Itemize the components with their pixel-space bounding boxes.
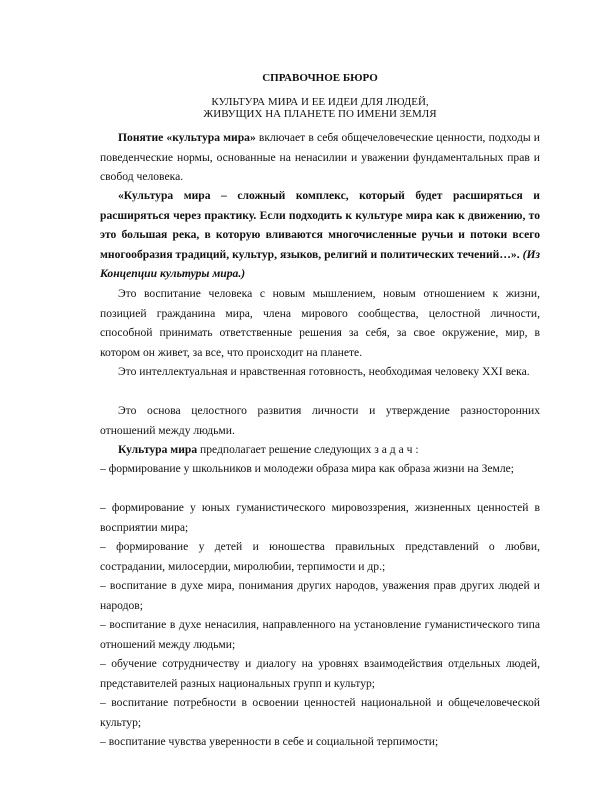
paragraph-readiness: Это интеллектуальная и нравственная готовность, необходимая человеку XXI века. [118, 365, 530, 378]
task-item: – воспитание в духе ненасилия, направленного на установление гуманистического типа отношений между людьми; [100, 618, 540, 651]
title-line-2: ЖИВУЩИХ НА ПЛАНЕТЕ ПО ИМЕНИ ЗЕМЛЯ [203, 108, 437, 120]
paragraph-upbringing: Это воспитание человека с новым мышлением, новым отношением к жизни, позицией гражданина мира, члена мирового сообщества, целостной личности, способной принимать ответственные решения за себя, за свое окружение, мир, в котором он живет, за все, что происходит на планете. [100, 287, 540, 359]
tasks-intro [100, 440, 540, 460]
quote-text: «Культура мира – сложный комплекс, который будет расширяться и расширяться через практику. Если подходить к культуре мира как к движению, то это большая река, в которую вливаются многочисленные ручьи и потоки всего многообразия традиций, культур, языков, религий и политических течений…». [100, 189, 540, 261]
task-item: – воспитание в духе мира, понимания других народов, уважения прав других людей и народов; [100, 579, 540, 612]
task-item: – обучение сотрудничеству и диалогу на уровнях взаимодействия отдельных людей, представителей разных национальных групп и культур; [100, 657, 540, 690]
task-item: – формирование у детей и юношества правильных представлений о любви, сострадании, милосердии, миролюбии, терпимости и др.; [100, 540, 540, 573]
task-item: – воспитание чувства уверенности в себе и социальной терпимости; [100, 735, 439, 748]
tasks-intro-subject: Культура мира [118, 443, 198, 456]
task-item: – формирование у школьников и молодежи образа мира как образа жизни на Земле; [100, 462, 515, 475]
title-line-1: КУЛЬТУРА МИРА И ЕЕ ИДЕИ ДЛЯ ЛЮДЕЙ, [211, 96, 429, 108]
tasks-intro-text: предполагает решение следующих з а д а ч : [197, 443, 419, 456]
section-label: СПРАВОЧНОЕ БЮРО [262, 72, 378, 84]
paragraph-definition [100, 128, 540, 187]
task-item: – воспитание потребности в освоении ценностей национальной и общечеловеческой культур; [100, 696, 540, 729]
quote-source: (Из Концепции культуры мира.) [100, 247, 540, 280]
definition-text: включает в себя общечеловеческие ценности, подходы и поведенческие нормы, основанные на ненасилии и уважении фундаментальных прав и свобод человека. [100, 131, 540, 183]
paragraph-quote [100, 186, 540, 284]
term-culture-of-peace: Понятие «культура мира» [118, 131, 256, 144]
paragraph-basis: Это основа целостного развития личности и утверждение разносторонних отношений между людьми. [100, 404, 540, 437]
task-item: – формирование у юных гуманистического мировоззрения, жизненных ценностей в восприятии мира; [100, 501, 540, 534]
